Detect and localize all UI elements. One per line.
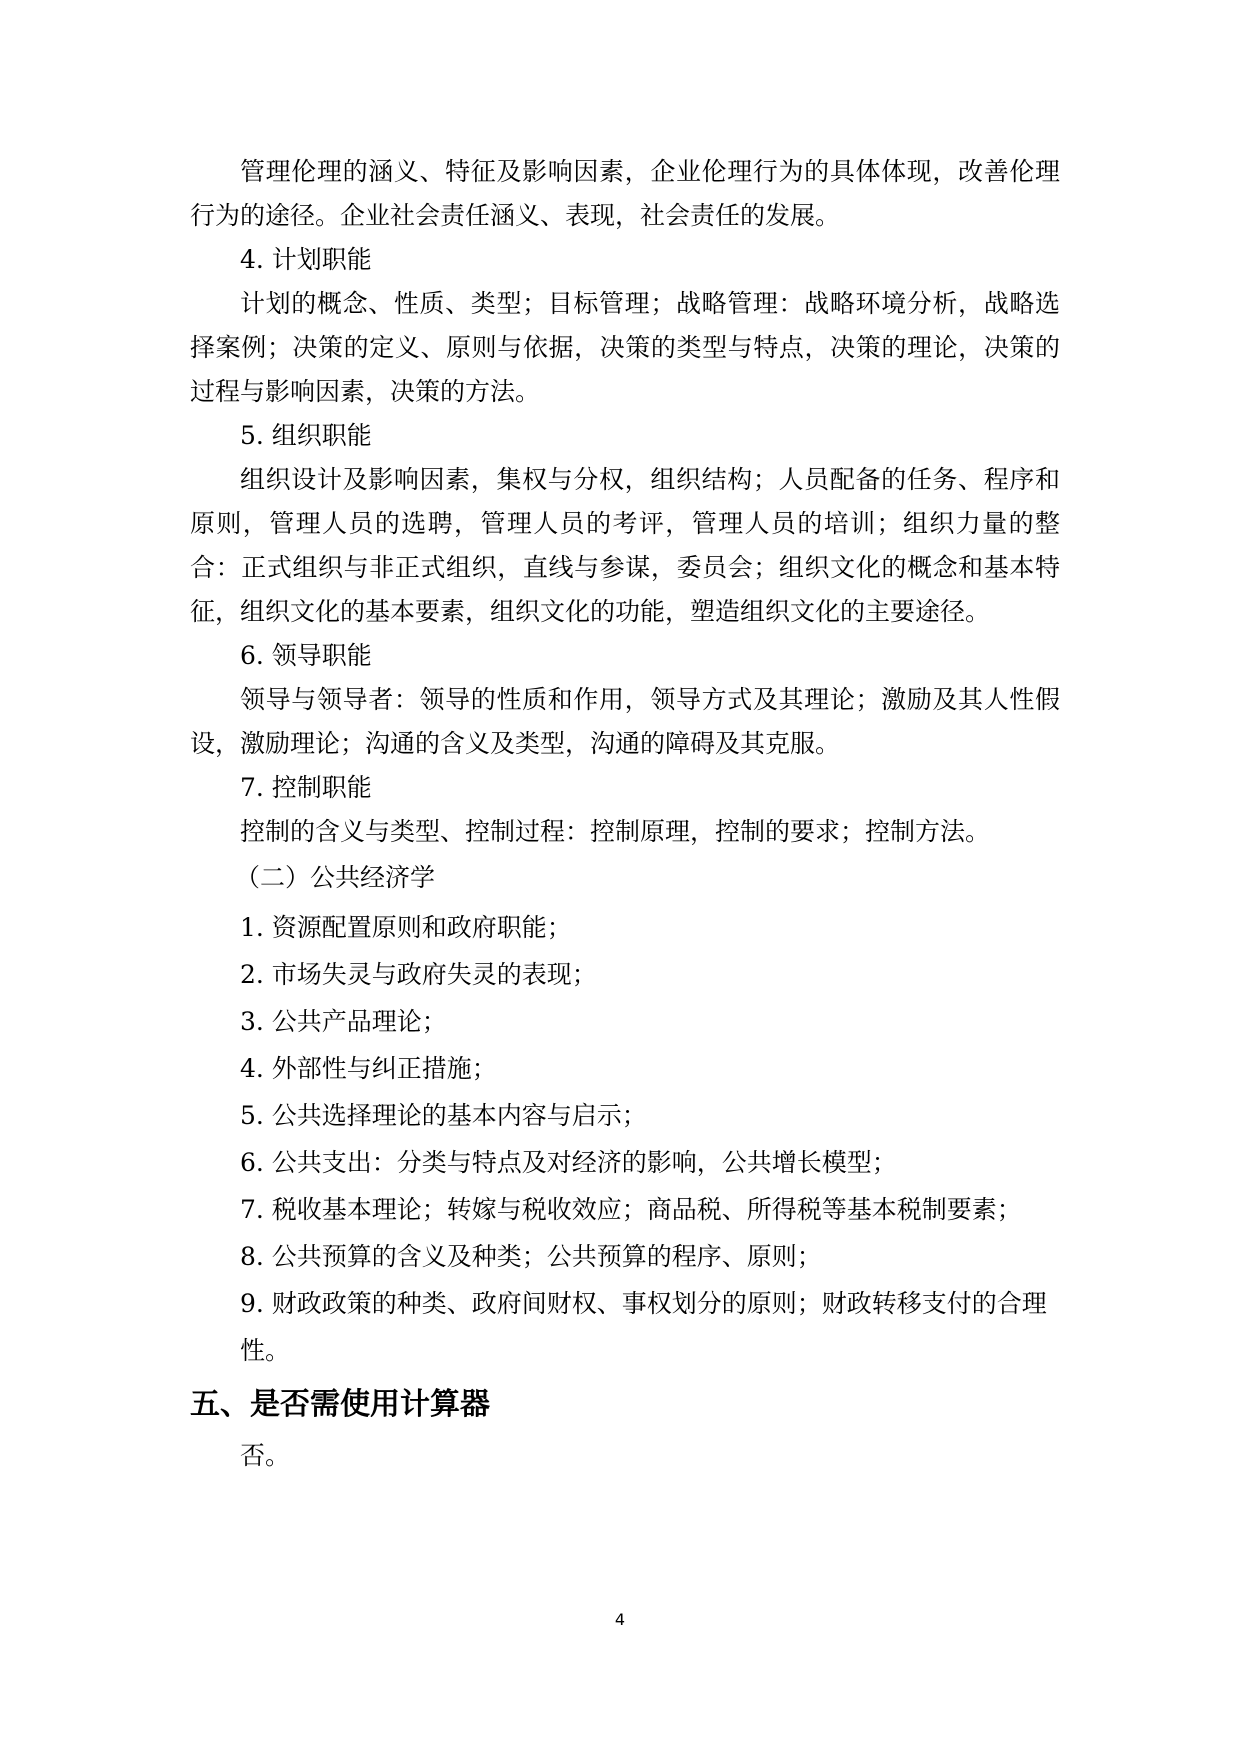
list-item: 3. 公共产品理论； (240, 1007, 447, 1036)
calculator-section-title: 五、是否需使用计算器 (190, 1387, 490, 1422)
leading-heading: 6. 领导职能 (240, 641, 372, 670)
management-ethics-paragraph: 管理伦理的涵义、特征及影响因素，企业伦理行为的具体体现，改善伦理行为的途径。企业社会责任涵义、表现，社会责任的发展。 (190, 157, 1060, 230)
list-item: 4. 外部性与纠正措施； (240, 1054, 497, 1083)
list-item: 5. 公共选择理论的基本内容与启示； (240, 1101, 647, 1130)
list-item: 2. 市场失灵与政府失灵的表现； (240, 960, 597, 989)
organizing-paragraph: 组织设计及影响因素，集权与分权，组织结构；人员配备的任务、程序和原则，管理人员的选聘，管理人员的考评，管理人员的培训；组织力量的整合：正式组织与非正式组织，直线与参谋，委员会；组织文化的概念和基本特征，组织文化的基本要素，组织文化的功能，塑造组织文化的主要途径。 (190, 465, 1060, 626)
list-item: 1. 资源配置原则和政府职能； (240, 913, 572, 942)
public-economics-heading: （二）公共经济学 (235, 863, 436, 892)
calculator-answer: 否。 (240, 1441, 291, 1470)
page-content (190, 150, 1060, 1480)
list-item: 7. 税收基本理论；转嫁与税收效应；商品税、所得税等基本税制要素； (240, 1195, 1022, 1224)
controlling-paragraph: 控制的含义与类型、控制过程：控制原理，控制的要求；控制方法。 (240, 817, 991, 846)
leading-paragraph: 领导与领导者：领导的性质和作用，领导方式及其理论；激励及其人性假设，激励理论；沟通的含义及类型，沟通的障碍及其克服。 (190, 685, 1060, 758)
planning-heading: 4. 计划职能 (240, 245, 372, 274)
planning-paragraph: 计划的概念、性质、类型；目标管理；战略管理：战略环境分析，战略选择案例；决策的定义、原则与依据，决策的类型与特点，决策的理论，决策的过程与影响因素，决策的方法。 (190, 289, 1060, 406)
list-item: 8. 公共预算的含义及种类；公共预算的程序、原则； (240, 1242, 822, 1271)
list-item: 6. 公共支出：分类与特点及对经济的影响，公共增长模型； (240, 1148, 897, 1177)
organizing-heading: 5. 组织职能 (240, 421, 372, 450)
list-item: 9. 财政政策的种类、政府间财权、事权划分的原则；财政转移支付的合理性。 (240, 1289, 1047, 1365)
page-number: 4 (614, 1610, 626, 1629)
controlling-heading: 7. 控制职能 (240, 773, 372, 802)
